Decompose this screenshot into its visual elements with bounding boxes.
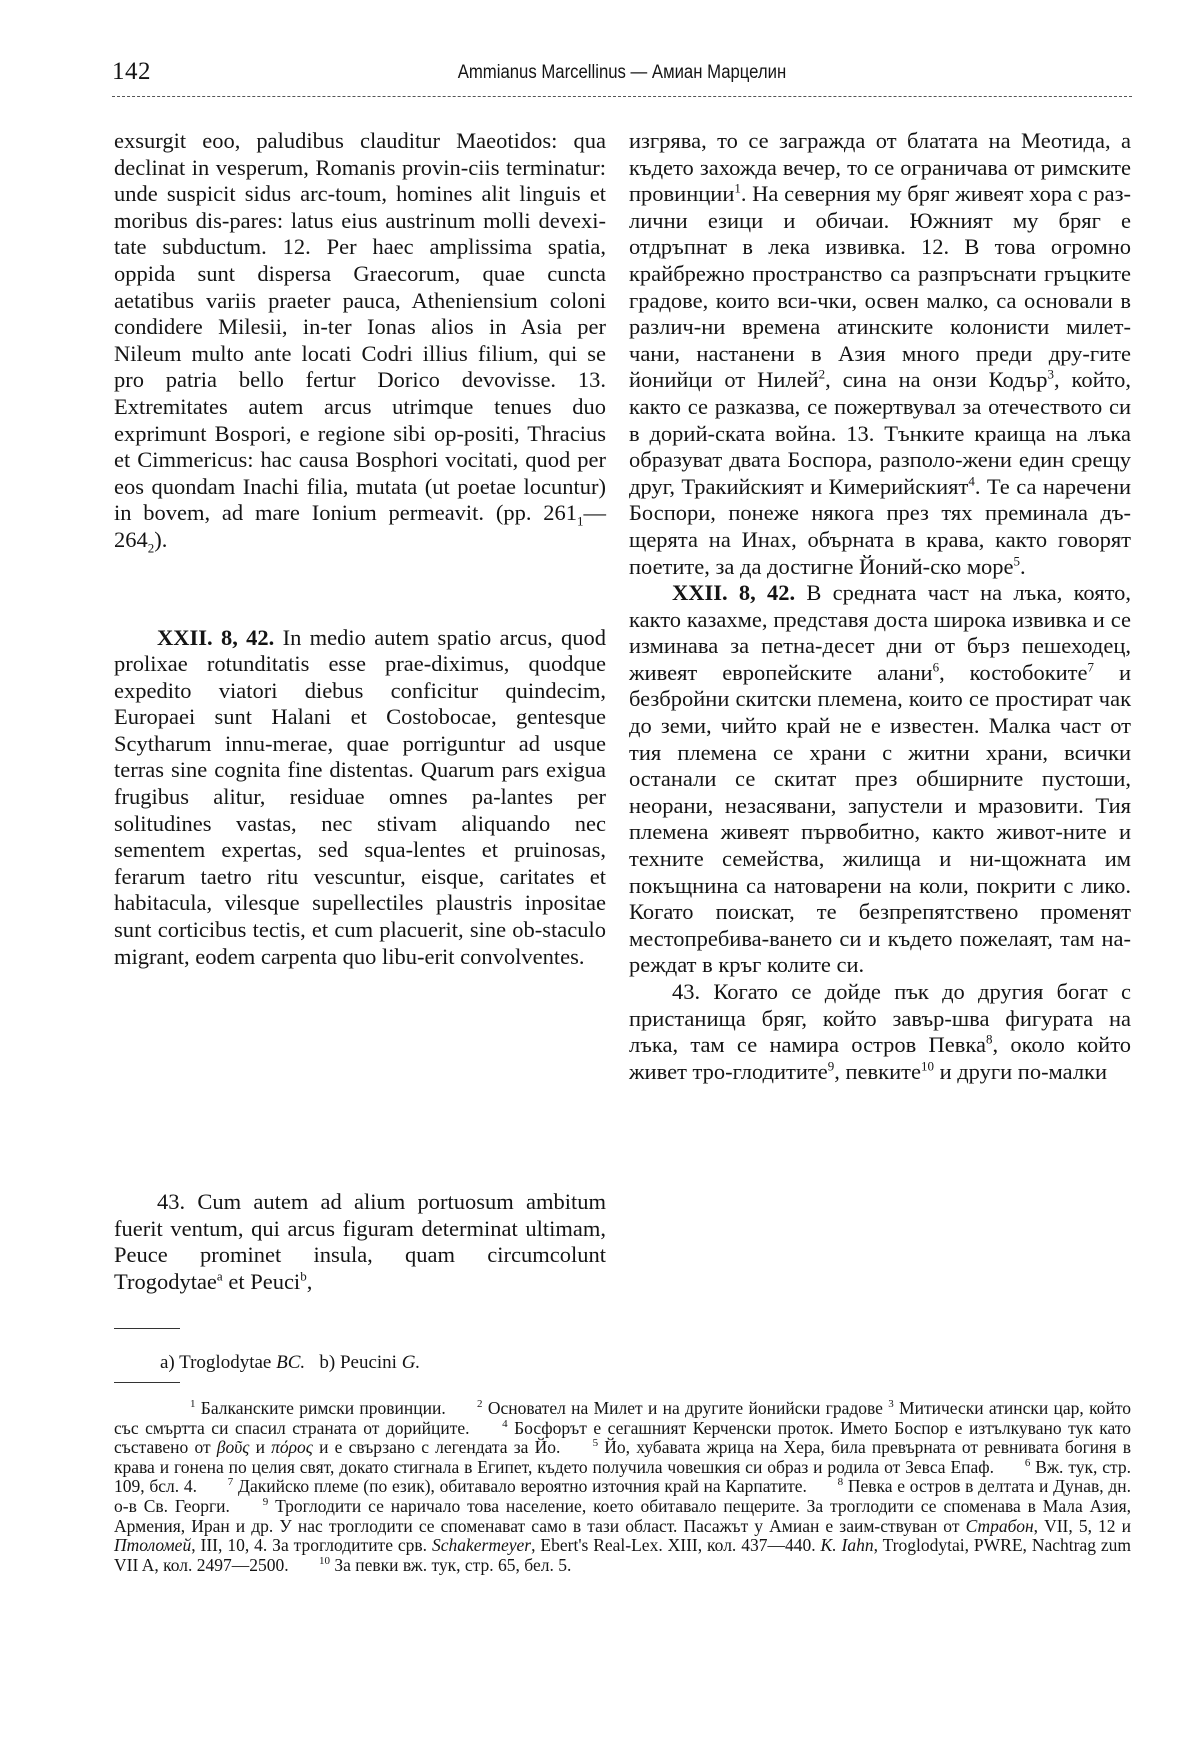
manuscript-siglum: BC. xyxy=(276,1352,306,1373)
footnote-text: Балканските римски провинции. xyxy=(195,1398,446,1418)
author-name: Страбон xyxy=(965,1515,1034,1536)
footnote-marker: 9 xyxy=(827,1058,835,1074)
footnote-text: Троглодити се наричало това население, което обитавало пещерите. За троглодити се споменава в Мала Азия, Армения, Иран и др. У нас троглодити се споменават само в тази област. Пасажът у Амиан е заим-ствуван от xyxy=(114,1495,1131,1536)
latin-text: et Peuci xyxy=(222,1268,301,1294)
bulgarian-paragraph-42: XXII. 8, 42. В средната част на лъка, която, както казахме, представя доста широка извивка и се изминава за петна-десет дни от бърз пешеходец, живеят европейските алани$^6$, костобоките$^7$ и безбройни скитски племена, които се простират чак до земи, чийто край не е известен. Малка част от тия племена се храни с житни храни, всички останали се скитат през обширните пустоши, неорани, незасявани, запустели и мразовити. Тия племена живеят първобитно, както живот-ните и техните семейства, жилища и ни-щожната им покъщнина са натоварени на коли, покрити с лико. Когато поискат, те безпрепятствено променят местопребива-ването си и където пожелаят, там на-реждат в кръг колите си. xyxy=(629,580,1131,978)
bulgarian-paragraph-11-13: изгрява, то се загражда от блатата на Меотида, а където захожда вечер, то се ограничава от римските провинции$^1$. На северния му бряг живеят хора с раз-лични езици и обичаи. Южният му бряг е отдръпнат в лека извивка. 12. В това огромно крайбрежно пространство са разпръснати гръцките градове, които вси-чки, освен малко, са основали в различ-ни времена атинските колонисти милет-чани, настанени в Азия много преди дру-гите йонийци от Нилей$^2$, сина на онзи Кодър$^3$, който, както се разказва, се пожертвувал за отечеството си в дорий-ската война. 13. Тънките краища на лъка образуват двата Боспора, разполо-жени един срещу друг, Тракийският и Кимерийският$^4$. Те са наречени Боспори, понеже някога през тях преминала дъ-щерята на Инах, обърната в крава, както говорят поетите, за да достигне Йоний-ско море$^5$. xyxy=(629,128,1132,579)
apparatus-marker: b xyxy=(300,1268,307,1284)
footnote-marker: 8 xyxy=(986,1031,993,1047)
latin-column xyxy=(114,128,606,970)
greek-word: πόρος xyxy=(271,1437,313,1458)
manuscript-siglum: G. xyxy=(401,1352,421,1373)
footnote-rule xyxy=(114,1382,180,1383)
footnote-marker: 1 xyxy=(734,180,741,196)
page-header xyxy=(112,58,1132,92)
section-reference: XXII. 8, 42. xyxy=(672,580,796,606)
footnote-marker: 6 xyxy=(932,659,940,675)
footnote-number: 8 xyxy=(837,1476,844,1489)
footnote-number: 5 xyxy=(592,1437,599,1450)
apparatus-note-a: a) Troglodytae xyxy=(160,1352,277,1373)
footnote-text: Митически атински цар, който със смъртта си спасил страната от дорийците. xyxy=(114,1398,1132,1438)
page-number: 142 xyxy=(112,58,151,85)
author-name: Schakermeyer xyxy=(432,1535,532,1556)
latin-text: 43. Cum autem ad alium portuosum ambitum fuerit ventum, qui arcus figuram determinat ultimam, Peuce prominet insula, quam circumcolunt Trogodytae xyxy=(114,1189,606,1294)
footnote-number: 9 xyxy=(262,1496,269,1509)
latin-paragraph-11-13 xyxy=(114,128,606,554)
footnote-number: 2 xyxy=(477,1398,483,1411)
apparatus-rule xyxy=(114,1328,180,1329)
footnote-marker: 7 xyxy=(1087,659,1095,675)
author-name: K. Iahn xyxy=(820,1535,874,1556)
apparatus-note-b: b) Peucini xyxy=(319,1352,402,1373)
bulgarian-column xyxy=(629,128,1131,1085)
footnote-text: Певка е остров в делтата и Дунав, дн. о-в Св. Георги. xyxy=(114,1476,1132,1516)
footnote-text: Вж. тук, стр. 109, бсл. 4. xyxy=(114,1456,1132,1497)
latin-paragraph-42 xyxy=(114,625,606,971)
footnote-text: Босфорът е сегашният Керченски проток. Името Боспор е изтълкувано тук като съставено от xyxy=(114,1417,1132,1458)
footnote-text: Йо, хубавата жрица на Хера, била превърната от ревнивата богиня в крава и гонена по целия свят, докато стигнала в Египет, където получила човешкия си образ и родила от Зевса Епаф. xyxy=(114,1437,1131,1477)
latin-text: exsurgit eoo, paludibus clauditur Maeotidos: qua declinat in vesperum, Romanis provin-ciis terminatur: unde suspicit sidus arc-toum, homines alit linguis et moribus dis-pares: latus eius austrinum molli devexi-tate subductum. 12. Per haec amplissima spatia, oppida sunt dispersa Graecorum, quae cuncta aetatibus variis praeter pauca, Atheniensium coloni condidere Milesii, in-ter Ionas alios in Asia per Nileum multo ante locati Codri illius filium, qui se pro patria bello fertur Dorico devovisse. 13. Extremitates autem arcus utrimque tenues duo exprimunt Bospori, e regione sibi op-positi, Thracius et Cimmericus: hac causa Bosphori vocitati, quod per eos quondam Inachi filia, mutata (ut poetae locuntur) in bovem, ad mare Ionium permeavit. (pp. xyxy=(114,128,606,526)
critical-apparatus xyxy=(160,1352,420,1374)
latin-paragraph-43 xyxy=(114,1189,606,1295)
footnote-number: 1 xyxy=(190,1398,196,1411)
section-reference: XXII. 8, 42. xyxy=(157,624,275,650)
footnote-number: 10 xyxy=(318,1554,330,1567)
footnote-marker: 3 xyxy=(1047,366,1054,382)
footnote-text: Дакийско племе (по език), обитавало вероятно източния край на Карпатите. xyxy=(233,1476,807,1497)
latin-text: In medio autem spatio arcus, quod prolixae rotunditatis esse prae-diximus, quodque expedito viatori diebus conficitur quindecim, Europaei sunt Halani et Costobocae, gentesque Scytharum innu-merae, quae porriguntur ad usque terras sine cognita fine distentas. Quarum pars exigua frugibus alitur, residuae omnes pa-lantes per solitudines vastas, nec stivam aliquando nec sementem expertas, sed squa-lentes et pruinosas, ferarum taetro ritu vescuntur, eisque, caritates et habitacula, vilesque supellectiles plaustris inpositae sunt corticibus tectis, et cum placuerit, sine ob-staculo migrant, eodem carpenta quo libu-erit convolventes. xyxy=(114,624,607,969)
footnote-text: За певки вж. тук, стр. 65, бел. 5. xyxy=(329,1554,572,1575)
apparatus-marker: a xyxy=(216,1268,223,1284)
footnote-number: 6 xyxy=(1024,1456,1031,1469)
footnote-marker: 4 xyxy=(968,473,975,489)
greek-word: βοῦς xyxy=(216,1437,250,1458)
footnote-text: Основател на Милет и на другите йонийски градове xyxy=(482,1398,883,1418)
paragraph-spacer xyxy=(114,554,606,625)
latin-text: , xyxy=(306,1268,313,1294)
page-reference: $261_1—264_2$). xyxy=(114,500,607,556)
header-rule xyxy=(112,96,1132,97)
footnote-number: 7 xyxy=(227,1476,234,1489)
footnote-marker: 5 xyxy=(1013,553,1021,568)
bulgarian-paragraph-43: 43. Когато се дойде пък до другия богат с пристанища бряг, който завър-шва фигурата на лъка, там се намира остров Певка$^8$, около който живет тро-глодитите$^9$, певките$^{10}$ и други по-малки xyxy=(629,979,1131,1084)
footnote-number: 3 xyxy=(888,1398,894,1411)
footnote-marker: 10 xyxy=(920,1058,934,1074)
footnote-number: 4 xyxy=(502,1417,508,1430)
footnote-block: $^1$ Балканските римски провинции. $^2$ Основател на Милет и на другите йонийски градове $^3$ Митически атински цар, който със смъртта си спасил страната от дорийците. $^4$ Босфорът е сегашният Керченски проток. Името Боспор е изтълкувано тук като съставено от βοῦς и πόρος и е свързано с легендата за Йо. $^5$ Йо, хубавата жрица на Хера, била превърната от ревнивата богиня в крава и гонена по целия свят, докато стигнала в Египет, където получила човешкия си образ и родила от Зевса Епаф. $^6$ Вж. тук, стр. 109, бсл. 4. $^7$ Дакийско племе (по език), обитавало вероятно източния край на Карпатите. $^8$ Певка е остров в делтата и Дунав, дн. о-в Св. Георги. $^9$ Троглодити се наричало това население, което обитавало пещерите. За троглодити се споменава в Мала Азия, Армения, Иран и др. У нас троглодити се споменават само в тази област. Пасажът у Амиан е заим-ствуван от Страбон, VII, 5, 12 и Птоломей, III, 10, 4. За троглодитите срв. Schakermeyer, Ebert's Real-Lex. XIII, кол. 437—440. K. Iahn, Troglodytai, PWRE, Nachtrag zum VII A, кол. 2497—2500. $^{10}$ За певки вж. тук, стр. 65, бел. 5. xyxy=(114,1398,1132,1575)
author-name: Птоломей xyxy=(114,1535,192,1556)
footnotes xyxy=(114,1399,1131,1575)
footnote-marker: 2 xyxy=(818,366,826,382)
running-title: Ammianus Marcellinus — Амиан Марцелин xyxy=(457,62,787,83)
